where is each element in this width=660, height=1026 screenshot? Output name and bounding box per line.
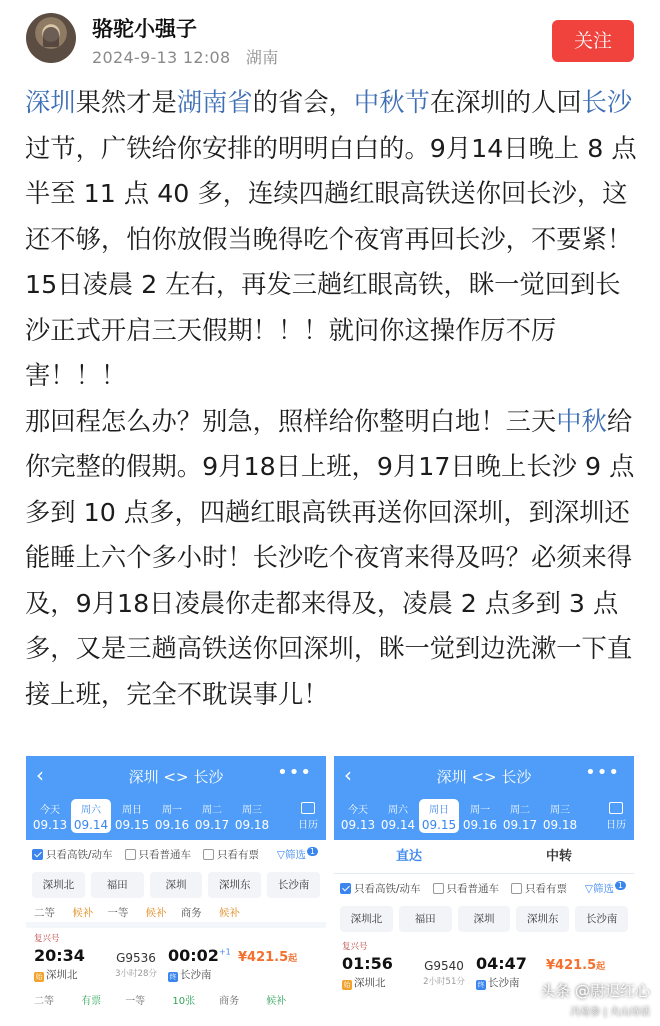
seat-summary bbox=[181, 905, 240, 920]
filter-label: 只看有票 bbox=[217, 848, 260, 861]
date-day: 09.17 bbox=[502, 818, 538, 832]
route-title: 深圳 <> 长沙 bbox=[436, 768, 532, 786]
filter-label: 只看有票 bbox=[525, 882, 568, 895]
date-tab[interactable] bbox=[419, 799, 459, 833]
filter-label: 只看高铁/动车 bbox=[354, 882, 421, 895]
date-weekday: 周六 bbox=[81, 805, 101, 816]
start-station-icon: 始 bbox=[343, 981, 351, 989]
depart-time: 01:56 bbox=[342, 954, 393, 973]
filter-count-badge: 1 bbox=[307, 847, 318, 856]
topic-link[interactable]: 中秋节 bbox=[353, 88, 430, 117]
date-strip bbox=[26, 796, 326, 840]
back-icon[interactable]: ‹ bbox=[36, 763, 44, 787]
station-chip[interactable]: 深圳东 bbox=[516, 906, 569, 932]
date-day: 09.14 bbox=[380, 818, 416, 832]
date-day: 09.17 bbox=[194, 818, 230, 832]
filter-button[interactable] bbox=[277, 847, 318, 862]
date-weekday: 周三 bbox=[242, 805, 262, 816]
filter-checkbox[interactable] bbox=[511, 881, 567, 896]
topic-link[interactable]: 中秋 bbox=[556, 406, 607, 436]
tab-transfer[interactable]: 中转 bbox=[545, 849, 572, 864]
price-value: ¥421.5 bbox=[238, 950, 289, 965]
arrive-time-value: 00:02 bbox=[168, 946, 219, 965]
start-station-icon: 始 bbox=[35, 973, 43, 981]
filter-label: 只看普通车 bbox=[446, 882, 500, 895]
date-tab[interactable] bbox=[232, 796, 272, 840]
app-topbar bbox=[334, 756, 634, 796]
post-header bbox=[0, 0, 660, 72]
date-tab[interactable] bbox=[460, 796, 500, 840]
filter-button-label: ▽筛选 bbox=[584, 882, 614, 895]
seat-summary-row bbox=[26, 902, 326, 928]
date-tab[interactable] bbox=[30, 796, 70, 840]
calendar-icon bbox=[301, 802, 315, 814]
seat-class: 二等 bbox=[34, 906, 55, 919]
date-day: 09.13 bbox=[340, 818, 376, 832]
filter-checkbox[interactable] bbox=[203, 847, 259, 862]
date-tab[interactable] bbox=[112, 796, 152, 840]
date-weekday: 周二 bbox=[510, 805, 530, 816]
post-text: 那回程怎么办？别急，照样给你整明白地！三天 bbox=[25, 406, 557, 436]
date-weekday: 周日 bbox=[429, 805, 449, 816]
date-tab[interactable] bbox=[378, 796, 418, 840]
filter-count-badge: 1 bbox=[615, 881, 626, 890]
seat-status: 候补 bbox=[215, 906, 241, 919]
filter-button[interactable] bbox=[585, 881, 626, 896]
author-name[interactable]: 骆驼小强子 bbox=[92, 17, 197, 41]
post-text: 的省会， bbox=[252, 88, 354, 117]
checkbox-icon bbox=[511, 883, 522, 894]
app-topbar bbox=[26, 756, 326, 796]
train-seat-row bbox=[34, 992, 318, 1007]
station-filter-row bbox=[334, 902, 634, 936]
depart-time: 20:34 bbox=[34, 946, 85, 965]
train-times bbox=[34, 946, 318, 965]
ticket-screenshot-2 bbox=[334, 756, 634, 1000]
filter-label: 只看普通车 bbox=[138, 848, 192, 861]
seat-summary bbox=[34, 905, 93, 920]
seat-class: 一等 bbox=[107, 906, 129, 919]
post-location: 湖南 bbox=[245, 48, 279, 67]
station-chip[interactable]: 深圳 bbox=[458, 906, 511, 932]
date-tab[interactable] bbox=[192, 796, 232, 840]
date-tab[interactable] bbox=[338, 796, 378, 840]
date-tab[interactable] bbox=[71, 799, 111, 833]
date-weekday: 周二 bbox=[202, 805, 222, 816]
date-day: 09.18 bbox=[234, 818, 270, 832]
station-chip[interactable]: 长沙南 bbox=[575, 906, 628, 932]
date-day: 09.14 bbox=[73, 818, 109, 832]
price-suffix: 起 bbox=[288, 954, 298, 964]
station-chip[interactable]: 长沙南 bbox=[267, 872, 320, 898]
filter-button-label: ▽筛选 bbox=[276, 848, 306, 861]
from-station bbox=[34, 967, 104, 982]
checkbox-icon bbox=[340, 883, 351, 894]
seat-summary bbox=[107, 905, 166, 920]
seat-availability bbox=[34, 992, 101, 1007]
post-text: 给你完整的假期。9月18日上班，9月17日晚上长沙 9 点多到 10 点多，四趟红眼高铁再送你回深圳，到深圳还能睡上六个多小时！长沙吃个夜宵来得及吗？必须来得及，9月18日凌晨你走都来得及，凌晨 2 点多到 3 点多，又是三趟高铁送你回深圳，眯一觉到边洗漱一下直接上班，完全不耽误事儿！ bbox=[25, 406, 635, 709]
post-date: 2024-9-13 12:08 bbox=[92, 48, 231, 67]
filter-row bbox=[334, 874, 634, 902]
seat-status: 候补 bbox=[69, 906, 94, 919]
station-chip[interactable]: 深圳北 bbox=[32, 872, 85, 898]
station-chip[interactable]: 深圳东 bbox=[208, 872, 261, 898]
station-chip[interactable]: 深圳北 bbox=[340, 906, 393, 932]
train-card[interactable] bbox=[26, 928, 326, 1018]
station-filter-row bbox=[26, 868, 326, 902]
date-day: 09.13 bbox=[32, 818, 68, 832]
train-number: G9536 bbox=[116, 951, 156, 965]
seat-class: 二等 bbox=[34, 996, 58, 1007]
seat-status: 10张 bbox=[172, 996, 196, 1007]
topic-link[interactable]: 湖南省 bbox=[176, 88, 253, 117]
arrive-time bbox=[476, 954, 546, 973]
duration: 3小时28分 bbox=[115, 969, 157, 979]
filter-checkbox[interactable] bbox=[433, 881, 500, 896]
seat-class: 一等 bbox=[125, 996, 149, 1007]
train-times bbox=[342, 954, 626, 973]
price-value: ¥421.5 bbox=[546, 958, 597, 973]
filter-checkbox[interactable] bbox=[32, 847, 113, 862]
price-suffix: 起 bbox=[596, 962, 606, 972]
seat-class: 商务 bbox=[219, 996, 243, 1007]
filter-row bbox=[26, 840, 326, 868]
ticket-screenshot-1 bbox=[26, 756, 326, 1007]
train-stations bbox=[34, 967, 318, 982]
from-station-name: 深圳北 bbox=[354, 977, 386, 989]
post-text: 在深圳的人回 bbox=[429, 88, 582, 117]
date-day: 09.18 bbox=[542, 818, 578, 832]
seat-availability bbox=[219, 992, 286, 1007]
train-tag: 复兴号 bbox=[342, 942, 368, 952]
post-paragraph bbox=[25, 80, 641, 399]
train-number: G9540 bbox=[424, 959, 464, 973]
date-weekday: 周一 bbox=[470, 805, 490, 816]
date-day: 09.15 bbox=[421, 818, 457, 832]
station-chip[interactable]: 福田 bbox=[399, 906, 452, 932]
duration: 2小时51分 bbox=[423, 977, 465, 987]
seat-status: 有票 bbox=[81, 996, 102, 1007]
post-meta bbox=[92, 45, 289, 68]
watermark-sub: 冯易参 | 火山诗话 bbox=[570, 1007, 650, 1018]
watermark bbox=[540, 980, 650, 1018]
filter-checkbox[interactable] bbox=[340, 881, 421, 896]
train-tag: 复兴号 bbox=[34, 934, 60, 944]
topic-link[interactable]: 深圳 bbox=[25, 88, 76, 117]
date-tab[interactable] bbox=[152, 796, 192, 840]
topic-link[interactable]: 长沙 bbox=[581, 88, 633, 117]
checkbox-icon bbox=[125, 849, 136, 860]
date-weekday: 周一 bbox=[162, 805, 182, 816]
date-weekday: 周六 bbox=[388, 805, 408, 816]
price bbox=[238, 950, 297, 965]
station-chip[interactable]: 深圳 bbox=[150, 872, 203, 898]
calendar-icon bbox=[609, 802, 623, 814]
end-station-icon: 终 bbox=[477, 981, 485, 989]
follow-button[interactable]: 关注 bbox=[552, 20, 634, 62]
seat-class: 商务 bbox=[180, 906, 202, 919]
watermark-text: 头条 @尉迟红心 bbox=[540, 982, 650, 1000]
seat-status: 候补 bbox=[266, 996, 287, 1007]
more-icon[interactable]: ••• bbox=[277, 762, 312, 783]
calendar-label: 日历 bbox=[606, 820, 626, 831]
to-station bbox=[168, 967, 212, 982]
to-station bbox=[476, 975, 520, 990]
arrive-time bbox=[168, 946, 238, 965]
station-chip[interactable]: 福田 bbox=[91, 872, 144, 898]
date-day: 09.16 bbox=[462, 818, 498, 832]
to-station-name: 长沙南 bbox=[488, 977, 520, 989]
post-text: 果然才是 bbox=[75, 88, 177, 117]
seat-availability bbox=[125, 992, 195, 1007]
tab-direct[interactable]: 直达 bbox=[395, 849, 422, 864]
back-icon[interactable]: ‹ bbox=[344, 763, 352, 787]
date-tab[interactable] bbox=[540, 796, 580, 840]
checkbox-icon bbox=[433, 883, 444, 894]
filter-checkbox[interactable] bbox=[125, 847, 192, 862]
date-weekday: 今天 bbox=[348, 805, 368, 816]
date-weekday: 周日 bbox=[122, 805, 142, 816]
from-station-name: 深圳北 bbox=[46, 969, 78, 981]
seat-status: 候补 bbox=[142, 906, 167, 919]
avatar[interactable] bbox=[26, 13, 76, 63]
date-day: 09.15 bbox=[114, 818, 150, 832]
post-paragraph bbox=[25, 399, 641, 718]
checkbox-icon bbox=[203, 849, 214, 860]
route-type-tabs bbox=[334, 840, 634, 874]
calendar-button[interactable] bbox=[606, 802, 626, 831]
plus-day: +1 bbox=[218, 947, 231, 957]
checkbox-icon bbox=[32, 849, 43, 860]
from-station bbox=[342, 975, 412, 990]
calendar-label: 日历 bbox=[298, 820, 318, 831]
arrive-time-value: 04:47 bbox=[476, 954, 527, 973]
route-title: 深圳 <> 长沙 bbox=[128, 768, 224, 786]
post-text: 过节，广铁给你安排的明明白白的。9月14日晚上 8 点半至 11 点 40 多，连续四趟红眼高铁送你回长沙，这还不够，怕你放假当晚得吃个夜宵再回长沙，不要紧！15日凌晨 2 左右，再发三趟红眼高铁，眯一觉回到长沙正式开启三天假期！！！就问你这操作厉不厉害！！！ bbox=[25, 133, 637, 390]
more-icon[interactable]: ••• bbox=[585, 762, 620, 783]
price bbox=[546, 958, 605, 973]
to-station-name: 长沙南 bbox=[180, 969, 212, 981]
date-weekday: 今天 bbox=[40, 805, 60, 816]
date-tab[interactable] bbox=[500, 796, 540, 840]
post-body bbox=[25, 80, 641, 717]
date-day: 09.16 bbox=[154, 818, 190, 832]
end-station-icon: 终 bbox=[169, 973, 177, 981]
date-strip bbox=[334, 796, 634, 840]
date-weekday: 周三 bbox=[550, 805, 570, 816]
calendar-button[interactable] bbox=[298, 802, 318, 831]
filter-label: 只看高铁/动车 bbox=[46, 848, 113, 861]
